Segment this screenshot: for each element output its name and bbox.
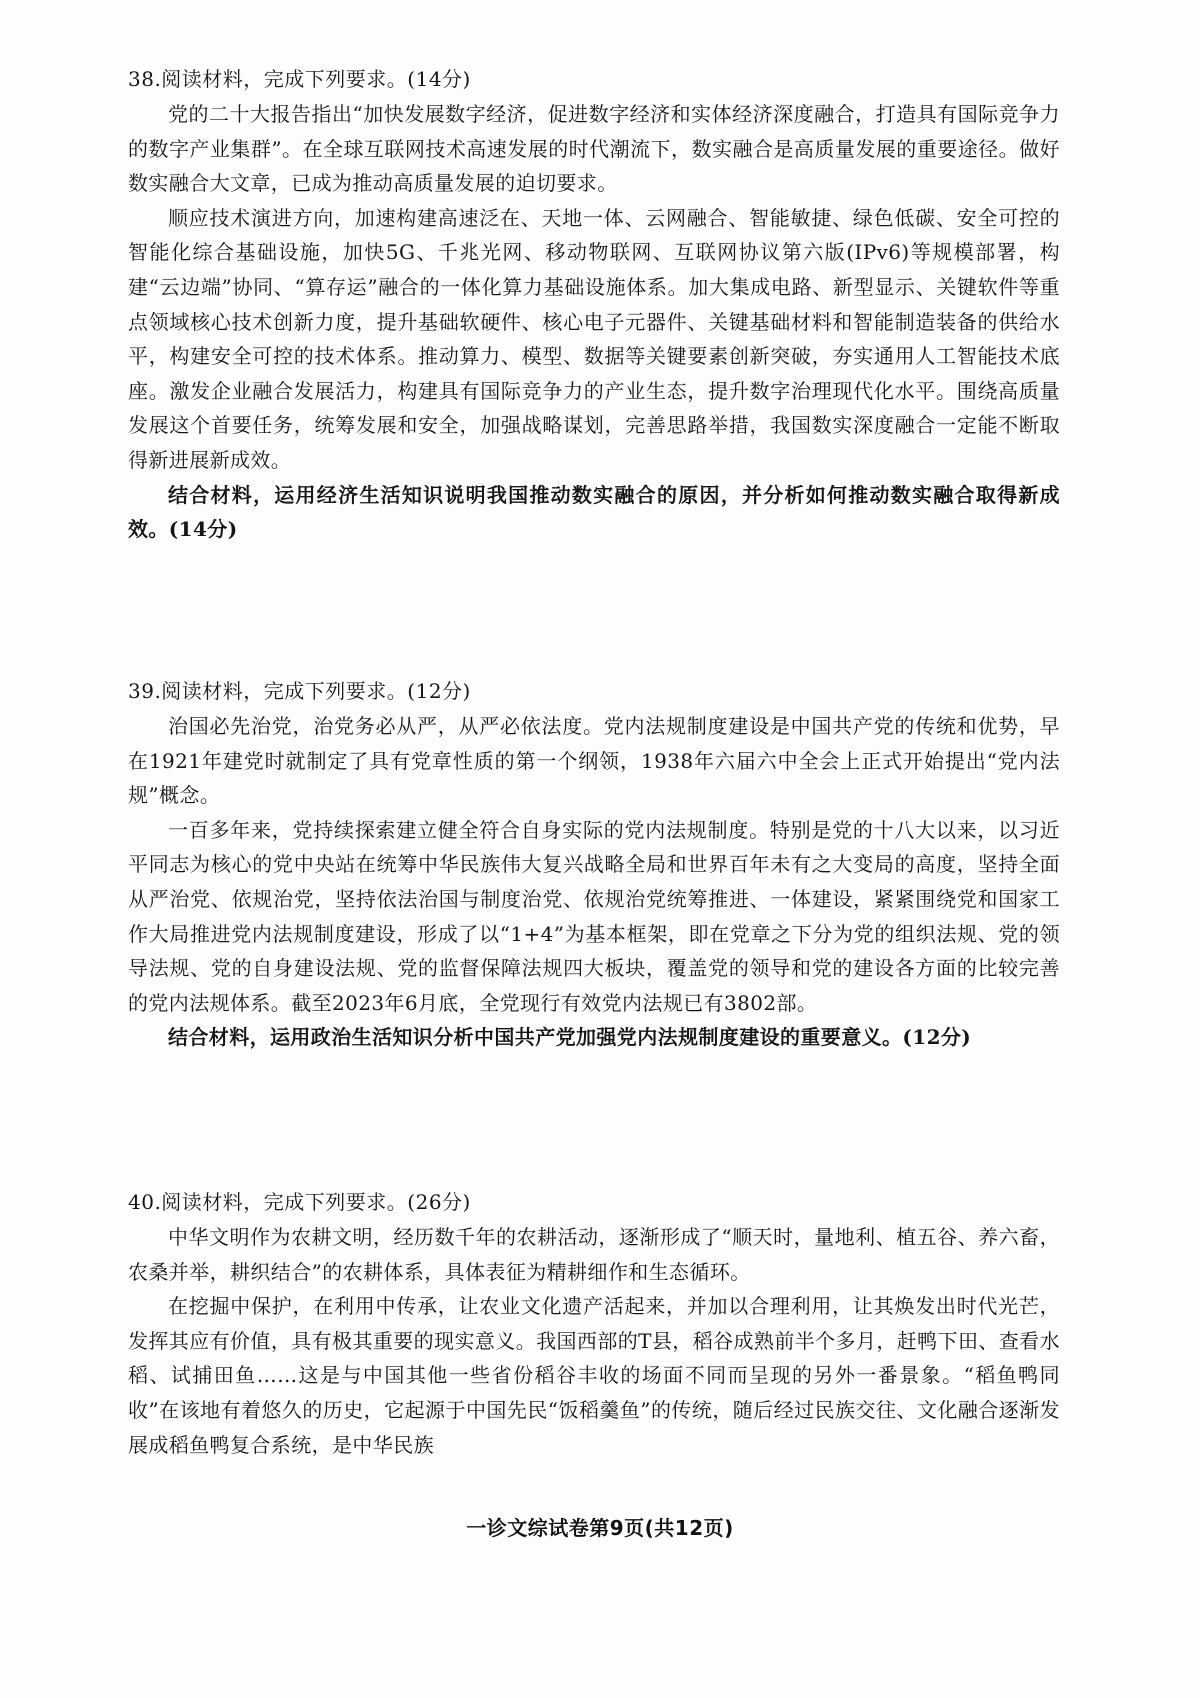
material-paragraph: 中华文明作为农耕文明，经历数千年的农耕活动，逐渐形成了“顺天时，量地利、植五谷、养六畜，农桑并举，耕织结合”的农耕体系，具体表征为精耕细作和生态循环。: [128, 1225, 1060, 1284]
material-paragraph: 党的二十大报告指出“加快发展数字经济，促进数字经济和实体经济深度融合，打造具有国际竞争力的数字产业集群”。在全球互联网技术高速发展的时代潮流下，数实融合是高质量发展的重要途径。做好数实融合大文章，已成为推动高质量发展的迫切要求。: [128, 102, 1060, 196]
material-paragraph: 一百多年来，党持续探索建立健全符合自身实际的党内法规制度。特别是党的十八大以来，以习近平同志为核心的党中央站在统筹中华民族伟大复兴战略全局和世界百年未有之大变局的高度，坚持全面从严治党、依规治党，坚持依法治国与制度治党、依规治党统筹推进、一体建设，紧紧围绕党和国家工作大局推进党内法规制度建设，形成了以“1+4”为基本框架，即在党章之下分为党的组织法规、党的领导法规、党的自身建设法规、党的监督保障法规四大板块，覆盖党的领导和党的建设各方面的比较完善的党内法规体系。截至2023年6月底，全党现行有效党内法规已有3802部。: [128, 817, 1060, 1015]
question-38: [128, 62, 1060, 547]
material-paragraph: 在挖掘中保护，在利用中传承，让农业文化遗产活起来，并加以合理利用，让其焕发出时代光芒，发挥其应有价值，具有极其重要的现实意义。我国西部的T县，稻谷成熟前半个多月，赶鸭下田、查看水稻、试捕田鱼……这是与中国其他一些省份稻谷丰收的场面不同而呈现的另外一番景象。“稻鱼鸭同收”在该地有着悠久的历史，它起源于中国先民“饭稻羹鱼”的传统，随后经过民族交往、文化融合逐渐发展成稻鱼鸭复合系统，是中华民族: [128, 1294, 1060, 1457]
question-heading: 40.阅读材料，完成下列要求。(26分): [128, 1190, 471, 1214]
question-heading: 39.阅读材料，完成下列要求。(12分): [128, 679, 471, 703]
material-paragraph: 顺应技术演进方向，加速构建高速泛在、天地一体、云网融合、智能敏捷、绿色低碳、安全可控的智能化综合基础设施，加快5G、千兆光网、移动物联网、互联网协议第六版(IPv6)等规模部署，构建“云边端”协同、“算存运”融合的一体化算力基础设施体系。加大集成电路、新型显示、关键软件等重点领域核心技术创新力度，提升基础软硬件、核心电子元器件、关键基础材料和智能制造装备的供给水平，构建安全可控的技术体系。推动算力、模型、数据等关键要素创新突破，夯实通用人工智能技术底座。激发企业融合发展活力，构建具有国际竞争力的产业生态，提升数字治理现代化水平。围绕高质量发展这个首要任务，统筹发展和安全，加强战略谋划，完善思路举措，我国数实深度融合一定能不断取得新进展新成效。: [128, 205, 1060, 472]
question-task: 结合材料，运用政治生活知识分析中国共产党加强党内法规制度建设的重要意义。(12分): [168, 1025, 972, 1050]
material-paragraph: 治国必先治党，治党务必从严，从严必依法度。党内法规制度建设是中国共产党的传统和优势，早在1921年建党时就制定了具有党章性质的第一个纲领，1938年六届六中全会上正式开始提出“党内法规”概念。: [128, 714, 1060, 808]
question-heading: 38.阅读材料，完成下列要求。(14分): [128, 67, 471, 91]
question-task: 结合材料，运用经济生活知识说明我国推动数实融合的原因，并分析如何推动数实融合取得新成效。(14分): [128, 482, 1060, 542]
question-40: [128, 1185, 1060, 1462]
page-footer: 一诊文综试卷第9页(共12页): [466, 1516, 734, 1540]
question-39: [128, 674, 1060, 1055]
